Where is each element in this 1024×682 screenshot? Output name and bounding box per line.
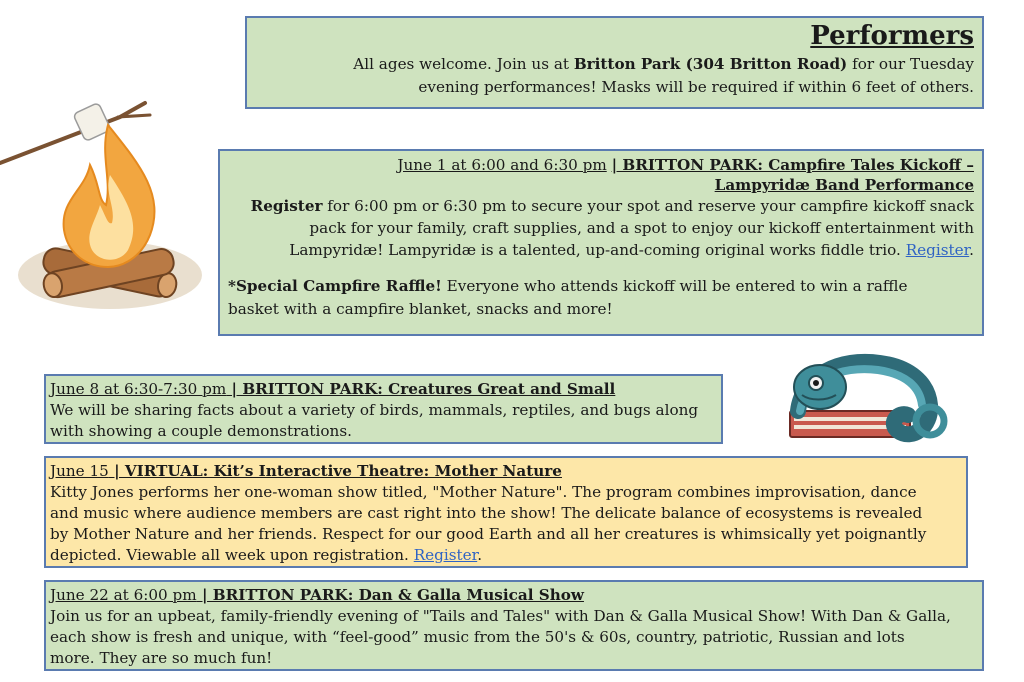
event1-line-2: pack for your family, craft supplies, and a spot to enjoy our kickoff entertainment with: [309, 219, 974, 237]
event-card-june-22: [44, 580, 984, 671]
intro-line-1: [255, 54, 974, 74]
event3-date: June 15: [50, 462, 109, 480]
event3-line-1: Kitty Jones performs her one-woman show titled, "Mother Nature". The program combines improvisation, dance: [50, 483, 917, 501]
event1-register-word: Register: [250, 197, 323, 215]
event-card-june-8: [44, 374, 723, 444]
event3-link-tail: .: [477, 546, 483, 564]
chameleon-on-book-illustration: [780, 345, 955, 450]
event4-line-1: Join us for an upbeat, family-friendly evening of "Tails and Tales" with Dan & Galla Musical Show! With Dan & Galla,: [50, 607, 951, 625]
event-card-june-1: [218, 149, 984, 336]
event3-line-3: by Mother Nature and her friends. Respect for our good Earth and all her creatures is whimsically yet poignantly: [50, 525, 927, 543]
event1-link-tail: .: [969, 241, 974, 259]
event1-line-1: [228, 196, 974, 216]
event1-heading-2: [228, 175, 974, 195]
intro-location: Britton Park (304 Britton Road): [573, 55, 848, 73]
event1-raffle-line-1: [228, 276, 974, 296]
event1-text-1: for 6:00 pm or 6:30 pm to secure your spot and reserve your campfire kickoff snack: [322, 197, 974, 215]
event1-line-3: [228, 240, 974, 260]
event2-title: | BRITTON PARK: Creatures Great and Small: [226, 380, 616, 398]
event3-text-4: depicted. Viewable all week upon registration.: [50, 546, 414, 564]
event4-date: June 22 at 6:00 pm: [50, 586, 197, 604]
event4-title: | BRITTON PARK: Dan & Galla Musical Show: [196, 586, 584, 604]
event2-line-1: We will be sharing facts about a variety of birds, mammals, reptiles, and bugs along: [50, 401, 699, 419]
event1-raffle-line-2: basket with a campfire blanket, snacks and more!: [228, 300, 613, 318]
event1-raffle-text: Everyone who attends kickoff will be entered to win a raffle: [441, 277, 908, 295]
event3-heading: [50, 461, 962, 481]
event3-register-link[interactable]: Register: [413, 546, 478, 564]
event1-register-link[interactable]: Register: [905, 241, 970, 259]
intro-text-c: for our Tuesday: [847, 55, 974, 73]
event1-title-2: Lampyridæ Band Performance: [714, 176, 974, 194]
event2-heading: [50, 379, 717, 399]
event1-title-1: | BRITTON PARK: Campfire Tales Kickoff –: [611, 156, 974, 174]
event3-line-4: [50, 545, 962, 565]
campfire-illustration: [0, 95, 215, 315]
event3-line-2: and music where audience members are cast right into the show! The delicate balance of ecosystems is revealed: [50, 504, 923, 522]
event2-line-2: with showing a couple demonstrations.: [50, 422, 352, 440]
header-box: [245, 16, 984, 109]
event2-date: June 8 at 6:30-7:30 pm: [50, 380, 227, 398]
event4-heading: [50, 585, 978, 605]
event1-raffle-title: *Special Campfire Raffle!: [228, 277, 442, 295]
event1-heading-1: [228, 155, 974, 175]
event1-date: June 1 at 6:00 and 6:30 pm: [397, 156, 607, 174]
event3-title: | VIRTUAL: Kit’s Interactive Theatre: Mother Nature: [108, 462, 562, 480]
page-title: Performers: [810, 21, 974, 51]
event1-text-3: Lampyridæ! Lampyridæ is a talented, up-and-coming original works fiddle trio.: [289, 241, 906, 259]
intro-line-2: evening performances! Masks will be required if within 6 feet of others.: [418, 78, 974, 96]
event4-line-3: more. They are so much fun!: [50, 649, 273, 667]
event4-line-2: each show is fresh and unique, with “feel-good” music from the 50's & 60s, country, patriotic, Russian and lots: [50, 628, 905, 646]
intro-text-a: All ages welcome. Join us at: [353, 55, 574, 73]
event-card-june-15: [44, 456, 968, 568]
